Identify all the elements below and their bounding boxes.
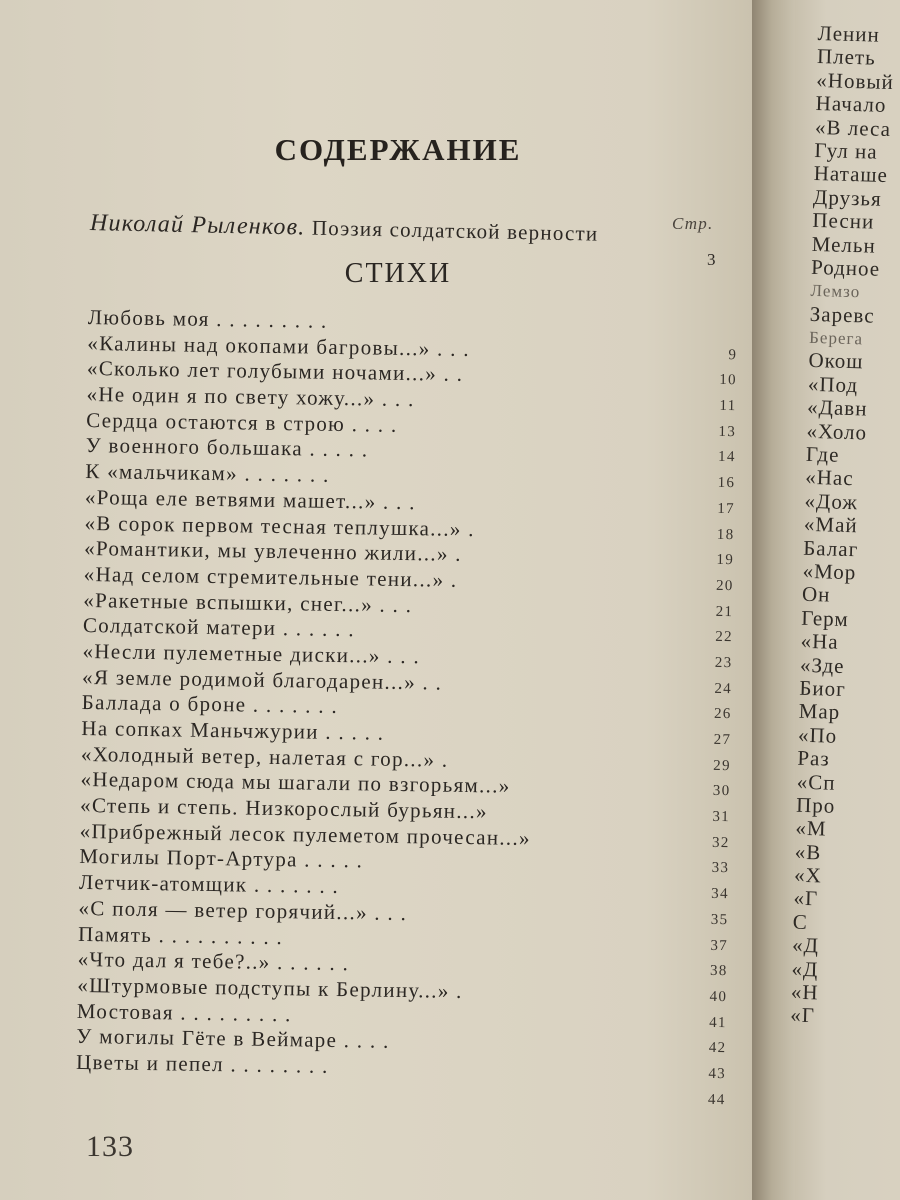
right-page-line: «Под [807,371,859,398]
toc-entry-title: У военного большака . . . . . [85,433,369,462]
right-page-line: Заревс [809,301,875,328]
toc-entry-title: «Недаром сюда мы шагали по взгорьям...» [80,767,511,799]
toc-entry-page: 30 [712,783,731,800]
right-page-line: «В леса [814,114,892,141]
right-page-line: «Сп [796,769,836,795]
right-page-line: «Зде [799,652,845,678]
right-page-line: «Х [793,862,823,888]
right-page-line: Мар [798,699,841,725]
toc-entry-page: 17 [717,500,736,517]
right-page-line: «По [797,722,838,748]
right-page-line: «В [794,839,822,865]
toc-entry-title: «Степь и степь. Низкорослый бурьян...» [79,793,488,824]
right-page-line: Друзья [812,184,883,211]
toc-entry-page: 13 [718,423,737,440]
toc-entry-page: 29 [713,757,731,774]
toc-entry-title: «В сорок первом тесная теплушка...» . [84,510,475,541]
toc-entry-title: На сопках Маньчжурии . . . . . [81,715,385,745]
toc-entry-title: «Что дал я тебе?..» . . . . . . [77,947,350,976]
toc-entry-title: «Сколько лет голубыми ночами...» . . [86,356,464,387]
right-page-line: Про [795,792,836,818]
toc-entry-title: «Калины над окопами багровы...» . . . [87,330,471,361]
toc-entry-page: 32 [711,834,730,851]
toc-entry-title: Цветы и пепел . . . . . . . . [75,1049,329,1078]
right-page-line: Герм [801,605,850,631]
right-page-line: Плеть [816,44,877,71]
right-page-line: Гул на [814,137,878,164]
toc-entry-page: 44 [707,1091,726,1108]
toc-entry-page: 20 [715,577,734,595]
right-page-line: «Нас [804,465,854,491]
right-page-line: Наташе [813,161,889,188]
toc-entry-title: «Несли пулеметные диски...» . . . [82,638,421,669]
toc-entry-title: Мостовая . . . . . . . . . [76,998,292,1026]
toc-entry-title: Любовь моя . . . . . . . . . [87,305,328,333]
toc-entry-page: 9 [728,346,738,363]
folio-page-number: 133 [86,1130,134,1163]
toc-entry-page: 33 [711,860,730,877]
right-page-line: «Д [791,932,820,958]
toc-entry-title: «Я земле родимой благодарен...» . . [81,664,443,695]
toc-entry-page: 22 [715,629,733,646]
toc-entry-title: «Холодный ветер, налетая с гор...» . [80,741,449,772]
toc-entry-page: 24 [714,680,733,697]
toc-list [75,305,760,1112]
toc-entry-title: «С поля — ветер горячий...» . . . [78,895,408,925]
right-page-line: Окош [808,348,864,374]
toc-entry-page: 31 [712,808,731,826]
toc-entry-title: Могилы Порт-Артура . . . . . [79,844,364,873]
toc-entry-page: 21 [715,603,734,620]
toc-entry-page: 42 [708,1040,727,1057]
toc-entry-page: 27 [713,731,732,749]
contents-title: СОДЕРЖАНИЕ [274,132,522,167]
right-page-line: «Дож [804,488,859,515]
toc-entry-page: 11 [719,397,737,415]
right-page-line: Песни [812,208,875,234]
toc-entry-title: Память . . . . . . . . . . [77,921,284,949]
right-page-line: «Г [793,886,819,911]
right-page-line: «Д [791,956,819,982]
toc-entry-page: 41 [709,1014,727,1031]
toc-entry-title: Сердца остаются в строю . . . . [86,407,398,437]
preface-author: Николай Рыленков. [89,210,306,241]
right-page-line: «На [800,628,840,654]
right-page-line: «М [795,815,827,841]
right-page-line: «Новый [816,67,895,94]
preface-line [90,210,599,248]
right-page-line: Ленин [817,21,881,47]
right-page-line: «Г [789,1003,816,1028]
right-page-line: Лемзо [810,281,861,302]
toc-entry-page: 43 [708,1065,727,1083]
toc-entry-title: «Штурмовые подступы к Берлину...» . [77,972,463,1003]
toc-entry-page: 38 [709,963,728,980]
right-page-line: Раз [797,745,831,771]
right-page-line: С [792,909,809,934]
toc-entry-title: Летчик-атомщик . . . . . . . [78,870,340,899]
right-page-line: Балаг [802,535,859,561]
toc-entry-title: К «мальчикам» . . . . . . . [85,459,330,487]
toc-entry-title: «Роща еле ветвями машет...» . . . [84,484,416,514]
toc-entry-title: «Над селом стремительные тени...» . [83,561,458,592]
toc-entry-title: «Не один я по свету хожу...» . . . [86,382,415,412]
preface-title: Поэзия солдатской верности [311,215,599,246]
right-page-line: Где [805,441,840,467]
toc-entry-title: «Романтики, мы увлеченно жили...» . [83,536,463,567]
right-page-line: «Май [803,512,859,538]
toc-entry-page: 14 [717,449,736,466]
right-page-line: «Давн [806,395,868,421]
toc-entry-page: 18 [716,526,735,543]
toc-entry-title: У могилы Гёте в Веймаре . . . . [76,1024,390,1054]
toc-entry-page: 40 [709,988,728,1005]
toc-entry-page: 34 [711,885,729,903]
right-page-line: Мельн [811,231,877,258]
toc-entry-page: 19 [716,552,735,569]
right-page-line: «Н [790,979,819,1005]
toc-entry-title: «Ракетные вспышки, снег...» . . . [83,587,413,617]
toc-entry-page: 35 [710,911,729,928]
right-page-line: Биог [799,675,847,701]
section-heading: СТИХИ [344,258,452,289]
right-page-line: Родное [810,254,881,281]
toc-entry-title: Солдатской матери . . . . . . [82,613,356,642]
right-page-line: Берега [808,327,864,349]
toc-entry-page: 10 [719,372,738,389]
toc-entry-page: 26 [713,706,732,723]
toc-entry-title: Баллада о броне . . . . . . . [81,690,339,719]
right-page-line: «Холо [806,418,868,445]
right-page-line: «Мор [802,558,857,585]
toc-entry-page: 16 [717,475,736,492]
page-column-label: Стр. [672,214,714,233]
toc-entry-title: «Прибрежный лесок пулеметом прочесан...» [79,818,531,850]
right-page-line: Он [801,582,831,607]
toc-entry-page: 37 [710,937,729,954]
right-page-line: Начало [815,91,887,118]
toc-entry-page: 23 [714,654,733,672]
preface-page-number: 3 [707,250,717,269]
